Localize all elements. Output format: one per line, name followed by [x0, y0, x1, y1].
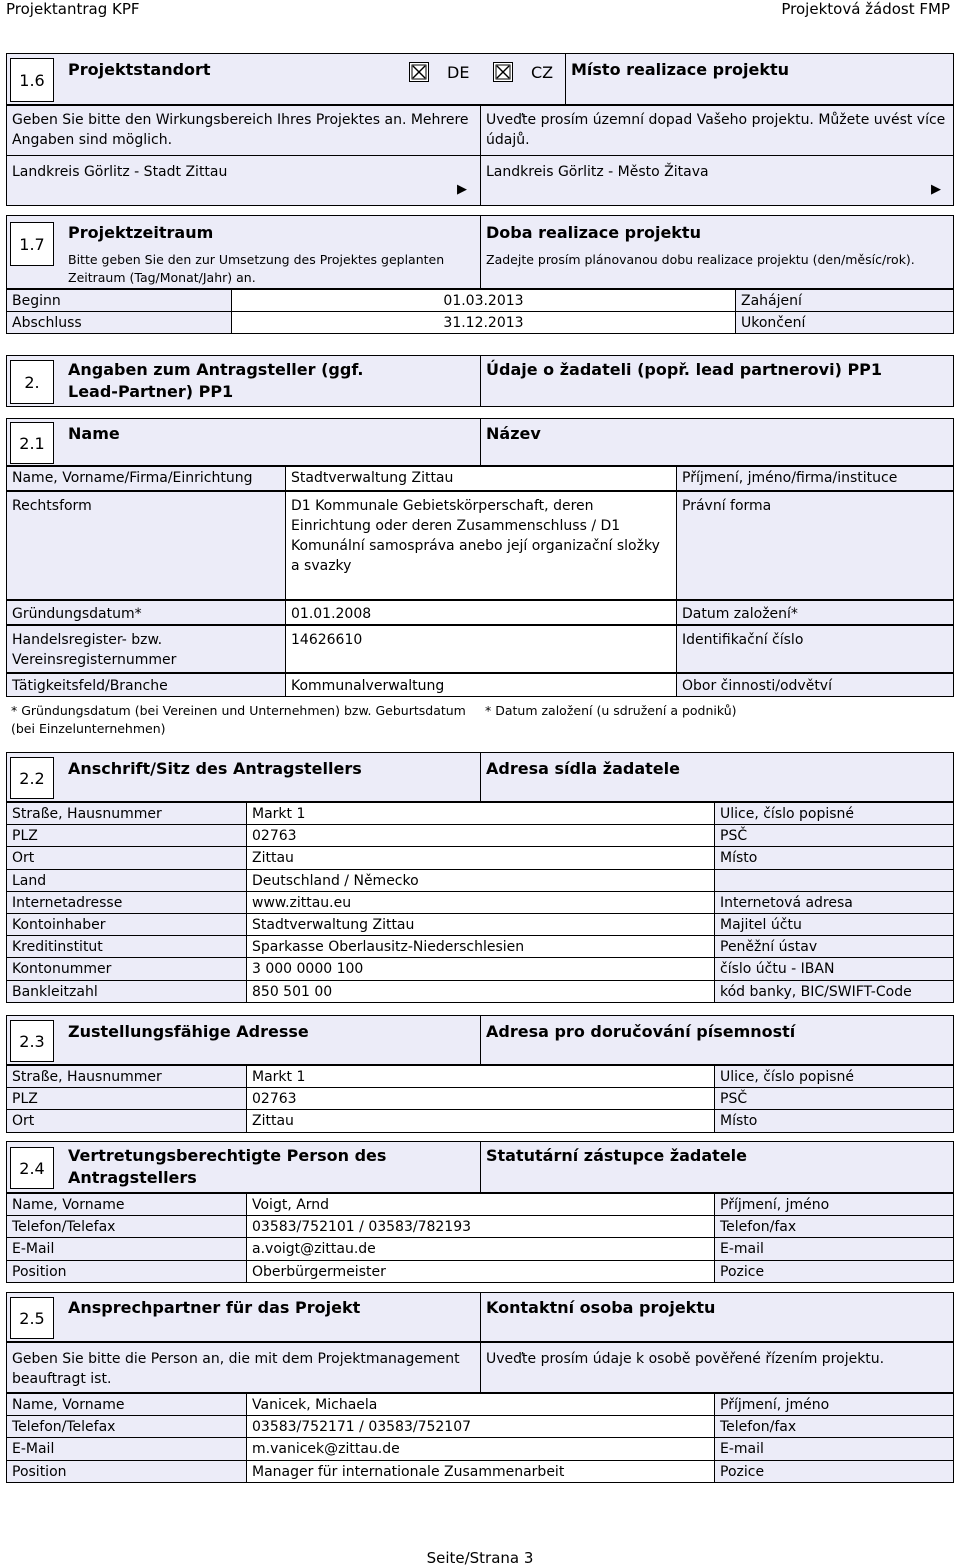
checked-icon — [410, 63, 428, 81]
row-label-cz — [714, 870, 953, 891]
table-row — [6, 980, 954, 1003]
table-row — [6, 673, 954, 697]
section-number: 2.5 — [10, 1297, 54, 1339]
section-2-4-header — [6, 1141, 954, 1193]
row-label-de: PLZ — [7, 825, 246, 846]
row-label-cz: Majitel účtu — [714, 914, 953, 935]
section-title-cz: Statutární zástupce žadatele — [486, 1146, 748, 1165]
play-arrow-icon[interactable]: ▶ — [931, 182, 941, 197]
section-title-de: Zustellungsfähige Adresse — [68, 1022, 309, 1041]
table-row — [6, 802, 954, 825]
checkbox-de[interactable] — [409, 62, 429, 82]
value-field[interactable]: Vanicek, Michaela — [246, 1394, 714, 1415]
section-number: 2.2 — [10, 757, 54, 799]
row-label-de: Position — [7, 1261, 246, 1282]
value-field[interactable]: Stadtverwaltung Zittau — [246, 914, 714, 935]
row-label-de: E-Mail — [7, 1438, 246, 1459]
row-label-de: Ort — [7, 1110, 246, 1131]
row-label-cz: E-mail — [714, 1238, 953, 1259]
value-field[interactable]: Markt 1 — [246, 803, 714, 824]
row-label-de: Tätigkeitsfeld/Branche — [7, 674, 285, 696]
location-value-cz[interactable]: Landkreis Görlitz - Město Žitava — [486, 164, 709, 180]
instruction-cz: Uveďte prosím územní dopad Vašeho projektu. Můžete uvést více údajů. — [486, 112, 946, 148]
row-label-de: Bankleitzahl — [7, 981, 246, 1002]
row-label-de: Land — [7, 870, 246, 891]
value-field[interactable]: Voigt, Arnd — [246, 1194, 714, 1215]
section-number: 2.1 — [10, 422, 54, 464]
table-row — [6, 466, 954, 491]
row-label-de: Beginn — [7, 290, 231, 311]
table-row — [6, 289, 954, 312]
location-value-de[interactable]: Landkreis Görlitz - Stadt Zittau — [12, 164, 228, 180]
value-field[interactable]: 850 501 00 — [246, 981, 714, 1002]
row-label-cz: E-mail — [714, 1438, 953, 1459]
row-label-de: Abschluss — [7, 312, 231, 333]
value-field[interactable]: Oberbürgermeister — [246, 1261, 714, 1282]
row-label-de: Internetadresse — [7, 892, 246, 913]
value-field[interactable]: m.vanicek@zittau.de — [246, 1438, 714, 1459]
instruction-cz: Zadejte prosím plánovanou dobu realizace projektu (den/měsíc/rok). — [486, 252, 915, 267]
row-label-cz: Obor činnosti/odvětví — [676, 674, 953, 696]
row-label-cz: Peněžní ústav — [714, 936, 953, 957]
section-2-1-header — [6, 418, 954, 466]
table-row — [6, 1109, 954, 1132]
row-label-cz: Ulice, číslo popisné — [714, 1066, 953, 1087]
section-2-3-header — [6, 1015, 954, 1065]
value-field[interactable]: Stadtverwaltung Zittau — [285, 467, 676, 490]
table-row — [6, 1415, 954, 1438]
row-label-de: Ort — [7, 847, 246, 868]
row-label-cz: Pozice — [714, 1261, 953, 1282]
row-label-cz: Datum založení* — [676, 601, 953, 624]
instruction-de: Bitte geben Sie den zur Umsetzung des Projektes geplanten Zeitraum (Tag/Monat/Jahr) an. — [68, 252, 445, 285]
table-row — [6, 935, 954, 958]
row-label-de: Kontonummer — [7, 958, 246, 979]
section-title-de: Vertretungsberechtigte Person des Antragstellers — [68, 1146, 387, 1187]
checked-icon — [494, 63, 512, 81]
table-row — [6, 625, 954, 673]
row-label-cz: Příjmení, jméno/firma/instituce — [676, 467, 953, 490]
section-2-5-header — [6, 1292, 954, 1342]
header-left: Projektantrag KPF — [6, 0, 140, 18]
date-begin-field[interactable]: 01.03.2013 — [231, 290, 735, 311]
row-label-de: PLZ — [7, 1088, 246, 1109]
section-1-6-header — [6, 53, 954, 105]
table-row — [6, 600, 954, 625]
value-field[interactable]: 3 000 0000 100 — [246, 958, 714, 979]
table-row — [6, 491, 954, 600]
table-row — [6, 1193, 954, 1216]
table-row — [6, 913, 954, 936]
section-title-de: Projektzeitraum — [68, 223, 214, 242]
section-title-cz: Místo realizace projektu — [571, 60, 790, 79]
row-label-cz: Pozice — [714, 1461, 953, 1482]
checkbox-cz-label: CZ — [531, 63, 554, 82]
table-row — [6, 869, 954, 892]
row-label-cz: PSČ — [714, 825, 953, 846]
value-field[interactable]: a.voigt@zittau.de — [246, 1238, 714, 1259]
value-field[interactable]: Markt 1 — [246, 1066, 714, 1087]
value-field[interactable]: Kommunalverwaltung — [285, 674, 676, 696]
row-label-de: Telefon/Telefax — [7, 1216, 246, 1237]
instruction-de: Geben Sie bitte den Wirkungsbereich Ihres Projektes an. Mehrere Angaben sind möglich. — [12, 112, 469, 148]
value-field[interactable]: 14626610 — [285, 626, 676, 672]
row-label-cz: Telefon/fax — [714, 1416, 953, 1437]
page-number: Seite/Strana 3 — [426, 1549, 534, 1567]
table-row — [6, 1065, 954, 1088]
table-row — [6, 1260, 954, 1283]
checkbox-cz[interactable] — [493, 62, 513, 82]
value-field[interactable]: 03583/752101 / 03583/782193 — [246, 1216, 714, 1237]
row-label-cz: Telefon/fax — [714, 1216, 953, 1237]
table-row — [6, 1087, 954, 1110]
section-title-cz: Kontaktní osoba projektu — [486, 1298, 716, 1317]
row-label-de: Rechtsform — [7, 492, 285, 599]
row-label-cz: Místo — [714, 847, 953, 868]
section-number: 2.4 — [10, 1147, 54, 1189]
value-field[interactable]: Sparkasse Oberlausitz-Niederschlesien — [246, 936, 714, 957]
instruction-cz: Uveďte prosím údaje k osobě pověřené řízením projektu. — [486, 1351, 885, 1367]
row-label-cz: Zahájení — [735, 290, 953, 311]
row-label-cz: Místo — [714, 1110, 953, 1131]
play-arrow-icon[interactable]: ▶ — [457, 182, 467, 197]
row-label-cz: Internetová adresa — [714, 892, 953, 913]
section-title-cz: Údaje o žadateli (popř. lead partnerovi) PP1 — [486, 360, 883, 379]
date-end-field[interactable]: 31.12.2013 — [231, 312, 735, 333]
section-number: 1.6 — [10, 58, 54, 102]
row-label-cz: Identifikační číslo — [676, 626, 953, 672]
table-row — [6, 891, 954, 914]
row-label-cz: Právní forma — [676, 492, 953, 599]
row-label-de: Straße, Hausnummer — [7, 803, 246, 824]
section-1-7-header — [6, 215, 954, 289]
row-label-cz: Ulice, číslo popisné — [714, 803, 953, 824]
section-title-de: Anschrift/Sitz des Antragstellers — [68, 759, 362, 778]
table-row — [6, 824, 954, 847]
row-label-de: Position — [7, 1461, 246, 1482]
footnote-de: * Gründungsdatum (bei Vereinen und Unternehmen) bzw. Geburtsdatum (bei Einzelunternehmen) — [11, 703, 466, 736]
row-label-cz: Ukončení — [735, 312, 953, 333]
row-label-cz: PSČ — [714, 1088, 953, 1109]
row-label-de: Kontoinhaber — [7, 914, 246, 935]
section-2-header — [6, 355, 954, 407]
row-label-de: Kreditinstitut — [7, 936, 246, 957]
footnote-cz: * Datum založení (u sdružení a podniků) — [485, 703, 737, 718]
row-label-de: Name, Vorname/Firma/Einrichtung — [7, 467, 285, 490]
table-row — [6, 1237, 954, 1260]
row-label-de: Gründungsdatum* — [7, 601, 285, 624]
section-title-de: Ansprechpartner für das Projekt — [68, 1298, 361, 1317]
table-row — [6, 846, 954, 869]
value-field[interactable]: Deutschland / Německo — [246, 870, 714, 891]
table-row — [6, 1393, 954, 1416]
section-2-5-instructions — [6, 1342, 954, 1393]
value-field[interactable]: Zittau — [246, 1110, 714, 1131]
table-row — [6, 1437, 954, 1460]
table-row — [6, 1460, 954, 1483]
value-field[interactable]: Manager für internationale Zusammenarbeit — [246, 1461, 714, 1482]
value-field[interactable]: 01.01.2008 — [285, 601, 676, 624]
row-label-cz: kód banky, BIC/SWIFT-Code — [714, 981, 953, 1002]
table-row — [6, 1215, 954, 1238]
value-field[interactable]: www.zittau.eu — [246, 892, 714, 913]
row-label-de: Straße, Hausnummer — [7, 1066, 246, 1087]
section-title-de: Name — [68, 424, 120, 443]
row-label-de: Telefon/Telefax — [7, 1416, 246, 1437]
row-label-de: Name, Vorname — [7, 1394, 246, 1415]
row-label-de: Name, Vorname — [7, 1194, 246, 1215]
section-title-cz: Adresa sídla žadatele — [486, 759, 680, 778]
section-title-de: Angaben zum Antragsteller (ggf. Lead-Partner) PP1 — [68, 360, 364, 401]
page-header — [0, 0, 960, 22]
section-title-de: Projektstandort — [68, 60, 211, 79]
value-field[interactable]: 02763 — [246, 825, 714, 846]
section-title-cz: Název — [486, 424, 541, 443]
row-label-cz: Příjmení, jméno — [714, 1394, 953, 1415]
instruction-de: Geben Sie bitte die Person an, die mit dem Projektmanagement beauftragt ist. — [12, 1351, 460, 1387]
checkbox-de-label: DE — [447, 63, 470, 82]
value-field[interactable]: 03583/752171 / 03583/752107 — [246, 1416, 714, 1437]
section-1-6-body — [6, 105, 954, 206]
row-label-cz: číslo účtu - IBAN — [714, 958, 953, 979]
table-row — [6, 311, 954, 334]
value-field[interactable]: Zittau — [246, 847, 714, 868]
section-title-cz: Adresa pro doručování písemností — [486, 1022, 796, 1041]
section-number: 2. — [10, 360, 54, 404]
table-row — [6, 957, 954, 980]
row-label-cz: Příjmení, jméno — [714, 1194, 953, 1215]
row-label-de: E-Mail — [7, 1238, 246, 1259]
section-number: 2.3 — [10, 1020, 54, 1062]
section-number: 1.7 — [10, 222, 54, 266]
value-field[interactable]: 02763 — [246, 1088, 714, 1109]
header-right: Projektová žádost FMP — [781, 0, 950, 18]
value-field[interactable]: D1 Kommunale Gebietskörperschaft, deren Einrichtung oder deren Zusammenschluss / D1 Komunální samospráva anebo její organizační složky a svazky — [285, 492, 676, 599]
row-label-de: Handelsregister- bzw. Vereinsregisternummer — [7, 626, 285, 672]
section-title-cz: Doba realizace projektu — [486, 223, 701, 242]
section-2-2-header — [6, 752, 954, 802]
